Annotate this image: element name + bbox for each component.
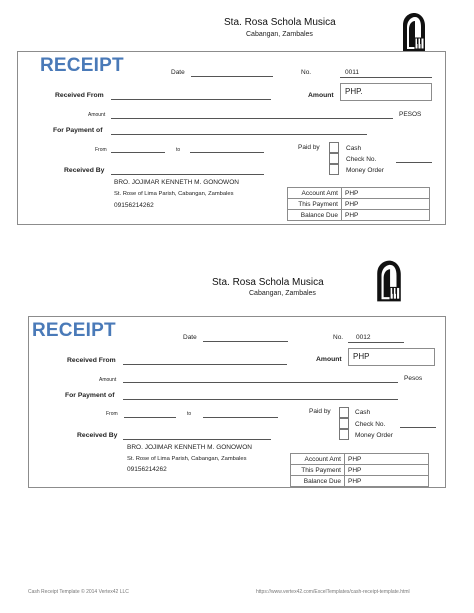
receiver-phone: 09156214262 [127, 466, 167, 473]
footer-copyright: Cash Receipt Template © 2014 Vertex42 LLC [28, 589, 129, 595]
account-amt-label: Account Amt [291, 454, 345, 465]
account-row [291, 465, 429, 476]
balance-due-value[interactable]: PHP [345, 476, 429, 487]
check-checkbox[interactable] [339, 418, 349, 429]
received-from-field[interactable] [123, 364, 287, 365]
receipt-no-value: 0012 [356, 334, 371, 341]
this-payment-label: This Payment [291, 465, 345, 476]
check-no-field[interactable] [396, 162, 432, 163]
amount-words-label: Amount [99, 377, 117, 383]
money-order-checkbox[interactable] [329, 164, 339, 175]
paid-by-label: Paid by [298, 144, 320, 151]
for-payment-label: For Payment of [53, 127, 103, 134]
to-field[interactable] [203, 417, 278, 418]
account-row [291, 476, 429, 487]
payment-method-cash: Cash [355, 409, 371, 416]
receiver-address: St. Rose of Lima Parish, Cabangan, Zambales [127, 456, 247, 462]
payment-method-cash: Cash [346, 145, 362, 152]
this-payment-value[interactable]: PHP [345, 465, 429, 476]
receiver-phone: 09156214262 [114, 202, 154, 209]
received-from-label: Received From [55, 92, 104, 99]
from-label: From [95, 147, 107, 153]
footer-url-link[interactable]: https://www.vertex42.com/ExcelTemplates/cash-receipt-template.html [256, 589, 410, 595]
account-row [288, 210, 430, 221]
this-payment-label: This Payment [288, 199, 342, 210]
currency-word: Pesos [404, 375, 423, 382]
receipt-no-value: 0011 [345, 69, 359, 76]
account-row [288, 199, 430, 210]
music-logo-icon [374, 258, 404, 304]
to-field[interactable] [190, 152, 264, 153]
receipt-title: RECEIPT [32, 320, 116, 341]
receipt-title: RECEIPT [40, 55, 124, 76]
check-checkbox[interactable] [329, 153, 339, 164]
date-label: Date [183, 334, 197, 341]
amount-words-label: Amount [88, 112, 106, 118]
from-field[interactable] [111, 152, 165, 153]
date-label: Date [171, 69, 185, 76]
cash-checkbox[interactable] [339, 407, 349, 418]
payment-method-money-order: Money Order [346, 167, 384, 174]
account-table [290, 453, 429, 487]
paid-by-label: Paid by [309, 408, 331, 415]
receipt-no-label: No. [333, 334, 344, 341]
org-name: Sta. Rosa Schola Musica [212, 277, 324, 288]
payment-method-money-order: Money Order [355, 432, 393, 439]
received-by-field[interactable] [111, 174, 264, 175]
org-name: Sta. Rosa Schola Musica [224, 17, 336, 28]
account-row [288, 188, 430, 199]
amount-label: Amount [316, 356, 342, 363]
amount-words-field[interactable] [123, 382, 398, 383]
received-by-field[interactable] [123, 439, 271, 440]
for-payment-field[interactable] [111, 134, 367, 135]
account-row [291, 454, 429, 465]
receiver-address: St. Rose of Lima Parish, Cabangan, Zambales [114, 191, 234, 197]
amount-label: Amount [308, 92, 334, 99]
org-location: Cabangan, Zambales [246, 31, 313, 38]
balance-due-value[interactable]: PHP [342, 210, 430, 221]
payment-method-check: Check No. [346, 156, 377, 163]
date-field[interactable] [191, 76, 273, 77]
money-order-checkbox[interactable] [339, 429, 349, 440]
from-label: From [106, 411, 118, 417]
receipt-no-field[interactable] [340, 77, 432, 78]
to-label: to [176, 147, 181, 153]
received-from-label: Received From [67, 357, 116, 364]
amount-words-field[interactable] [111, 118, 393, 119]
account-table [287, 187, 430, 221]
cash-checkbox[interactable] [329, 142, 339, 153]
receiver-name: BRO. JOJIMAR KENNETH M. GONOWON [114, 179, 239, 186]
balance-due-label: Balance Due [288, 210, 342, 221]
receipt-no-field[interactable] [348, 342, 404, 343]
for-payment-field[interactable] [123, 399, 398, 400]
from-field[interactable] [124, 417, 176, 418]
currency-word: PESOS [399, 111, 422, 118]
amount-field[interactable]: PHP [348, 348, 435, 366]
this-payment-value[interactable]: PHP [342, 199, 430, 210]
account-amt-value[interactable]: PHP [345, 454, 429, 465]
account-amt-label: Account Amt [288, 188, 342, 199]
account-amt-value[interactable]: PHP [342, 188, 430, 199]
date-field[interactable] [203, 341, 288, 342]
received-by-label: Received By [77, 432, 118, 439]
amount-field[interactable]: PHP. [340, 83, 432, 101]
balance-due-label: Balance Due [291, 476, 345, 487]
check-no-field[interactable] [400, 427, 436, 428]
receipt-no-label: No. [301, 69, 312, 76]
receiver-name: BRO. JOJIMAR KENNETH M. GONOWON [127, 444, 252, 451]
to-label: to [187, 411, 192, 417]
received-from-field[interactable] [111, 99, 271, 100]
music-logo-icon [400, 11, 428, 53]
payment-method-check: Check No. [355, 421, 386, 428]
org-location: Cabangan, Zambales [249, 290, 316, 297]
received-by-label: Received By [64, 167, 105, 174]
for-payment-label: For Payment of [65, 392, 115, 399]
